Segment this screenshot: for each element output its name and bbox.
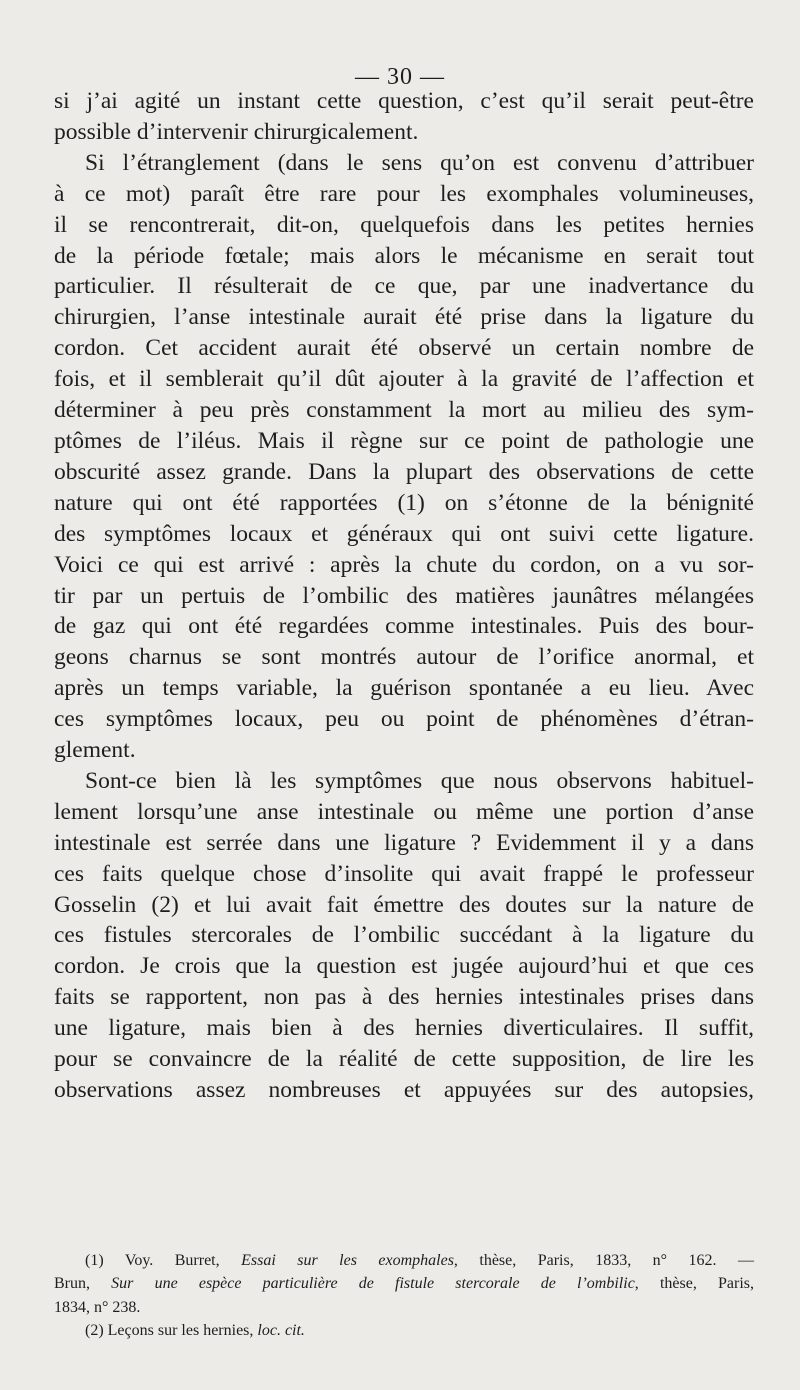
text-line: cordon. Je crois que la question est jugée aujourd’hui et que ces <box>54 953 754 980</box>
text-line: déterminer à peu près constamment la mort au milieu des sym- <box>54 397 754 424</box>
text-line: une ligature, mais bien à des hernies diverticulaires. Il suffit, <box>54 1015 754 1042</box>
footnote-1-line-3: 1834, n° 238. <box>54 1298 141 1316</box>
text-line: de la période fœtale; mais alors le mécanisme en serait tout <box>54 242 754 269</box>
text-line: geons charnus se sont montrés autour de l’orifice anormal, et <box>54 644 754 671</box>
text-line: obscurité assez grande. Dans la plupart des observations de cette <box>54 458 754 485</box>
text-line: fois, et il semblerait qu’il dût ajouter à la gravité de l’affection et <box>54 366 754 393</box>
text-line: cordon. Cet accident aurait été observé un certain nombre de <box>54 335 754 362</box>
text-line: observations assez nombreuses et appuyées sur des autopsies, <box>54 1077 754 1103</box>
footnotes <box>54 1249 754 1343</box>
text-line: chirurgien, l’anse intestinale aurait été prise dans la ligature du <box>54 304 754 331</box>
text-line: nature qui ont été rapportées (1) on s’étonne de la bénignité <box>54 489 754 516</box>
text-line: de gaz qui ont été regardées comme intestinales. Puis des bour- <box>54 613 754 640</box>
footnote-2: (2) Leçons sur les hernies, loc. cit. <box>85 1322 305 1340</box>
text-line: glement. <box>54 737 136 764</box>
text-line: lement lorsqu’une anse intestinale ou même une portion d’anse <box>54 798 754 825</box>
text-line: à ce mot) paraît être rare pour les exomphales volumineuses, <box>54 180 754 207</box>
text-line: ces faits quelque chose d’insolite qui avait frappé le professeur <box>54 860 754 887</box>
page-number: — 30 — <box>355 64 445 90</box>
text-line: intestinale est serrée dans une ligature ? Evidemment il y a dans <box>54 829 754 856</box>
text-line: ces symptômes locaux, peu ou point de phénomènes d’étran- <box>54 706 754 733</box>
text-line: tir par un pertuis de l’ombilic des matières jaunâtres mélangées <box>54 582 754 609</box>
text-line: si j’ai agité un instant cette question, c’est qu’il serait peut-être <box>54 88 754 114</box>
text-line: après un temps variable, la guérison spontanée a eu lieu. Avec <box>54 675 754 702</box>
text-line: Si l’étranglement (dans le sens qu’on est convenu d’attribuer <box>85 149 754 176</box>
text-line: pour se convaincre de la réalité de cette supposition, de lire les <box>54 1046 754 1073</box>
text-line: particulier. Il résulterait de ce que, par une inadvertance du <box>54 273 754 300</box>
text-line: des symptômes locaux et généraux qui ont suivi cette ligature. <box>54 520 754 547</box>
text-line: ces fistules stercorales de l’ombilic succédant à la ligature du <box>54 922 754 949</box>
text-line: ptômes de l’iléus. Mais il règne sur ce point de pathologie une <box>54 427 754 454</box>
text-line: Sont-ce bien là les symptômes que nous observons habituel- <box>85 767 754 794</box>
footnote-1-line-2: Brun, Sur une espèce particulière de fistule stercorale de l’ombilic, thèse, Paris, <box>54 1275 755 1293</box>
text-line: Gosselin (2) et lui avait fait émettre des doutes sur la nature de <box>54 891 754 918</box>
text-line: il se rencontrerait, dit-on, quelquefois dans les petites hernies <box>54 211 754 238</box>
body-text <box>54 86 754 1106</box>
text-line: Voici ce qui est arrivé : après la chute du cordon, on a vu sor- <box>54 551 754 578</box>
footnote-1-line-1: (1) Voy. Burret, Essai sur les exomphales, thèse, Paris, 1833, n° 162. — <box>85 1252 754 1269</box>
text-line: faits se rapportent, non pas à des hernies intestinales prises dans <box>54 984 754 1011</box>
text-line: possible d’intervenir chirurgicalement. <box>54 118 419 145</box>
